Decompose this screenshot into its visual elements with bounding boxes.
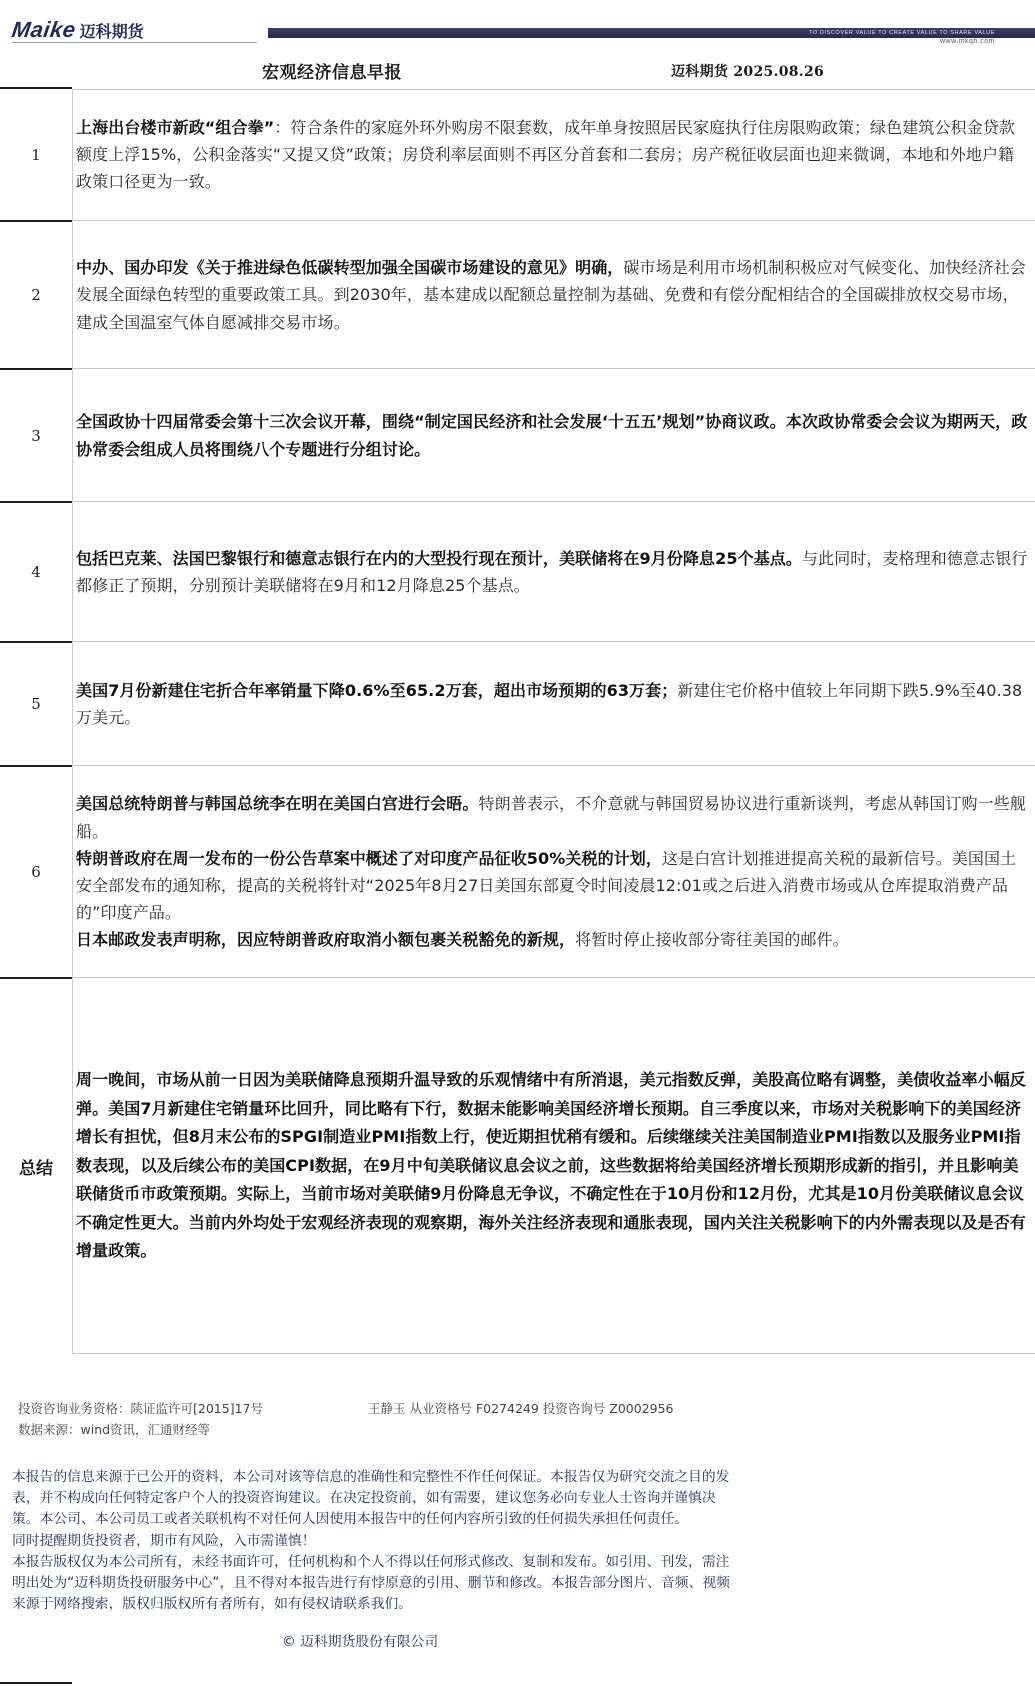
row-content [76,222,1030,368]
news-body: ：符合条件的家庭外环外购房不限套数，成年单身按照居民家庭执行住房限购政策；绿色建筑公积金贷款额度上浮15%，公积金落实“又提又贷”政策；房贷利率层面则不再区分首套和二套房；房产税征收层面也迎来微调，本地和外地户籍政策口径更为一致。 [76,117,1015,192]
news-headline: 包括巴克莱、法国巴黎银行和德意志银行在内的大型投行现在预计，美联储将在9月份降息25个基点。 [76,548,802,568]
row-divider [72,641,1035,642]
row-number: 1 [0,89,73,220]
row-divider [72,977,1035,978]
news-body: 碳市场是利用市场机制积极应对气候变化、加快经济社会发展全面绿色转型的重要政策工具。到2030年，基本建成以配额总量控制为基础、免费和有偿分配相结合的全国碳排放权交易市场，建成全国温室气体自愿减排交易市场。 [76,258,1026,332]
news-row [0,503,1035,641]
news-body: 新建住宅价格中值较上年同期下跌5.9%至40.38万美元。 [76,680,1023,727]
news-body: 特朗普表示，不介意就与韩国贸易协议进行重新谈判，考虑从韩国订购一些舰船。 [76,794,1026,841]
row-number: 3 [0,370,73,501]
news-text [76,790,1030,953]
bottom-divider [0,1682,72,1684]
news-headline: 美国7月份新建住宅折合年率销量下降0.6%至65.2万套，超出市场预期的63万套； [76,680,678,700]
news-text [76,114,1030,196]
row-number: 5 [0,643,73,765]
news-text [76,677,1030,731]
logo-wordmark: Maike [10,17,78,42]
news-headline: 全国政协十四届常委会第十三次会议开幕，围绕“制定国民经济和社会发展‘十五五’规划”协商议政。本次政协常委会会议为期两天，政协常委会组成人员将围绕八个专题进行分组讨论。 [76,412,1028,459]
news-headline: 美国总统特朗普与韩国总统李在明在美国白宫进行会晤。 [76,794,479,814]
news-text [76,254,1030,336]
header-slogan: TO DISCOVER VALUE TO CREATE VALUE TO SHARE VALUE [809,30,995,36]
summary-row [0,979,1035,1353]
row-number: 4 [0,503,73,641]
news-row [0,222,1035,368]
author-info: 王静玉 从业资格号 F0274249 投资咨询号 Z0002956 [368,1401,674,1416]
report-company-date: 迈科期货 2025.08.26 [671,64,825,80]
news-headline: 特朗普政府在周一发布的一份公告草案中概述了对印度产品征收50%关税的计划， [76,848,662,868]
header-url: www.mkqh.com [939,38,995,45]
summary-text: 周一晚间，市场从前一日因为美联储降息预期升温导致的乐观情绪中有所消退，美元指数反弹，美股高位略有调整，美债收益率小幅反弹。美国7月新建住宅销量环比回升，同比略有下行，数据未能影响美国经济增长预期。自三季度以来，市场对关税影响下的美国经济增长有担忧，但8月末公布的SPGI制造业PMI指数上行，使近期担忧稍有缓和。后续继续关注美国制造业PMI指数以及服务业PMI指数表现，以及后续公布的美国CPI数据，在9月中旬美联储议息会议之前，这些数据将给美国经济增长预期形成新的指引，并且影响美联储货币市政策预期。实际上，当前市场对美联储9月份降息无争议，不确定性在于10月份和12月份，尤其是10月份美联储议息会议不确定性更大。当前内外均处于宏观经济表现的观察期，海外关注经济表现和通胀表现，国内关注关税影响下的内外需表现以及是否有增量政策。 [76,1069,1026,1261]
report-title: 宏观经济信息早报 [262,63,402,83]
news-row [0,89,1035,220]
risk-warning: 同时提醒期货投资者，期市有风险，入市需谨慎！ [12,1532,316,1549]
news-paragraph [76,849,1016,922]
qualification-text: 投资咨询业务资格：陕证监许可[2015]17号 [18,1401,263,1416]
summary-label: 总结 [0,979,73,1353]
news-body: 将暂时停止接收部分寄往美国的邮件。 [575,930,849,950]
row-content [76,643,1030,765]
news-paragraph [76,930,849,949]
news-text [76,545,1030,599]
disclaimer-paragraph: 本报告的信息来源于已公开的资料，本公司对该等信息的准确性和完整性不作任何保证。本报告仅为研究交流之目的发表，并不构成向任何特定客户个人的投资咨询建议。在决定投资前，如有需要，建议您务必向专业人士咨询并谨慎决策。本公司、本公司员工或者关联机构不对任何人因使用本报告中的任何内容所引致的任何损失承担任何责任。 [12,1469,730,1528]
news-body: 与此同时，麦格理和德意志银行都修正了预期，分别预计美联储将在9月和12月降息25个基点。 [76,548,1028,595]
data-source: 数据来源：wind资讯，汇通财经等 [18,1422,211,1437]
news-text [76,408,1030,462]
copyright-notice: 本报告版权仅为本公司所有，未经书面许可，任何机构和个人不得以任何形式修改、复制和发布。如引用、刊发，需注明出处为“迈科期货投研服务中心”，且不得对本报告进行有悖原意的引用、删节和修改。本报告部分图片、音频、视频来源于网络搜索，版权归版权所有者所有，如有侵权请联系我们。 [12,1553,730,1613]
logo-chinese-name: 迈科期货 [79,21,144,41]
row-number: 2 [0,222,73,368]
report-header [0,0,1035,60]
row-divider [72,220,1035,221]
row-divider [72,765,1035,766]
row-content [76,370,1030,501]
news-headline: 中办、国办印发《关于推进绿色低碳转型加强全国碳市场建设的意见》明确， [76,258,624,278]
row-content [76,89,1030,220]
row-content [76,767,1030,977]
row-content [76,503,1030,641]
row-number: 6 [0,767,73,977]
qualification-line [18,1399,674,1417]
header-divider [12,42,257,43]
news-paragraph [76,794,1026,840]
row-divider [72,1353,1035,1354]
news-row [0,370,1035,501]
news-headline: 日本邮政发表声明称，因应特朗普政府取消小额包裹关税豁免的新规， [76,930,576,950]
news-row [0,643,1035,765]
news-headline: 上海出台楼市新政“组合拳” [76,117,275,137]
summary-content [76,979,1030,1353]
row-divider [72,368,1035,369]
title-row [0,52,1035,90]
row-divider [72,501,1035,502]
news-body: 这是白宫计划推进提高关税的最新信号。美国国土安全部发布的通知称，提高的关税将针对“2025年8月27日美国东部夏令时间凌晨12:01或之后进入消费市场或从仓库提取消费产品的”印度产品。 [76,848,1017,923]
disclaimer [12,1467,734,1615]
news-row [0,767,1035,977]
copyright-line: © 迈科期货股份有限公司 [282,1634,439,1650]
company-logo [12,18,144,42]
